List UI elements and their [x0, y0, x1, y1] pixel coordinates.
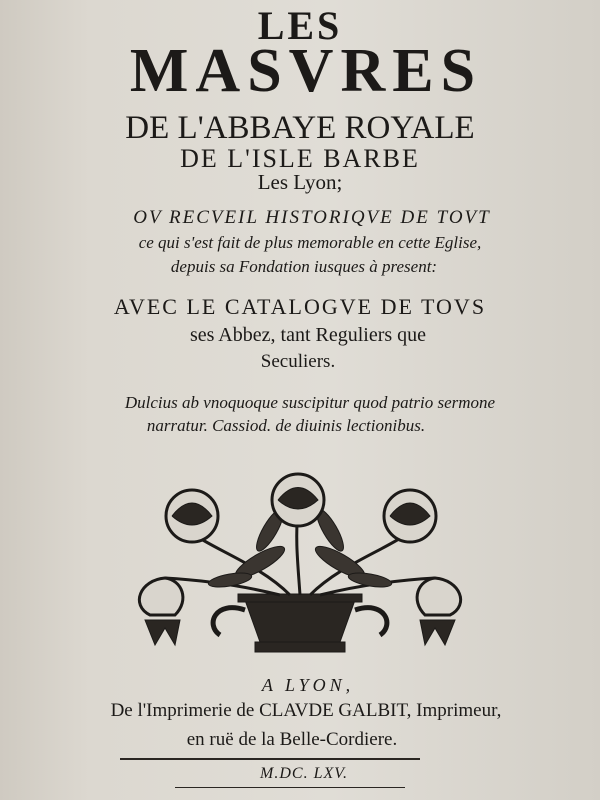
subtitle-line-3: depuis sa Fondation iusques à present: [170, 257, 438, 276]
imprint-printer-line-2: en ruë de la Belle-Cordiere. [186, 729, 398, 750]
imprint-place: A LYON, [261, 675, 355, 695]
flower-vase-woodcut-icon [120, 470, 480, 660]
catalogue-line-3: Seculiers. [260, 351, 336, 372]
title-masvres: MASVRES [129, 37, 483, 105]
catalogue-line-1: AVEC LE CATALOGVE DE TOVS [113, 294, 487, 319]
catalogue-line-2: ses Abbez, tant Reguliers que [189, 324, 427, 346]
title-les-lyon: Les Lyon; [257, 170, 343, 194]
motto-line-2: narratur. Cassiod. de diuinis lectionibus. [146, 416, 426, 435]
subtitle-line-2: ce qui s'est fait de plus memorable en cette Eglise, [138, 233, 482, 252]
imprint-year: M.DC. LXV. [260, 765, 348, 782]
motto-line-1: Dulcius ab vnoquoque suscipitur quod patrio sermone [124, 393, 496, 412]
title-les: LES [257, 3, 343, 48]
subtitle-line-1: OV RECVEIL HISTORIQVE DE TOVT [133, 207, 491, 228]
title-abbaye-royale: DE L'ABBAYE ROYALE [125, 110, 475, 146]
imprint-rule-lower [175, 787, 405, 788]
title-isle-barbe: DE L'ISLE BARBE [180, 144, 420, 173]
imprint-printer-line-1: De l'Imprimerie de CLAVDE GALBIT, Imprimeur, [110, 700, 502, 721]
imprint-rule-upper [120, 758, 420, 760]
